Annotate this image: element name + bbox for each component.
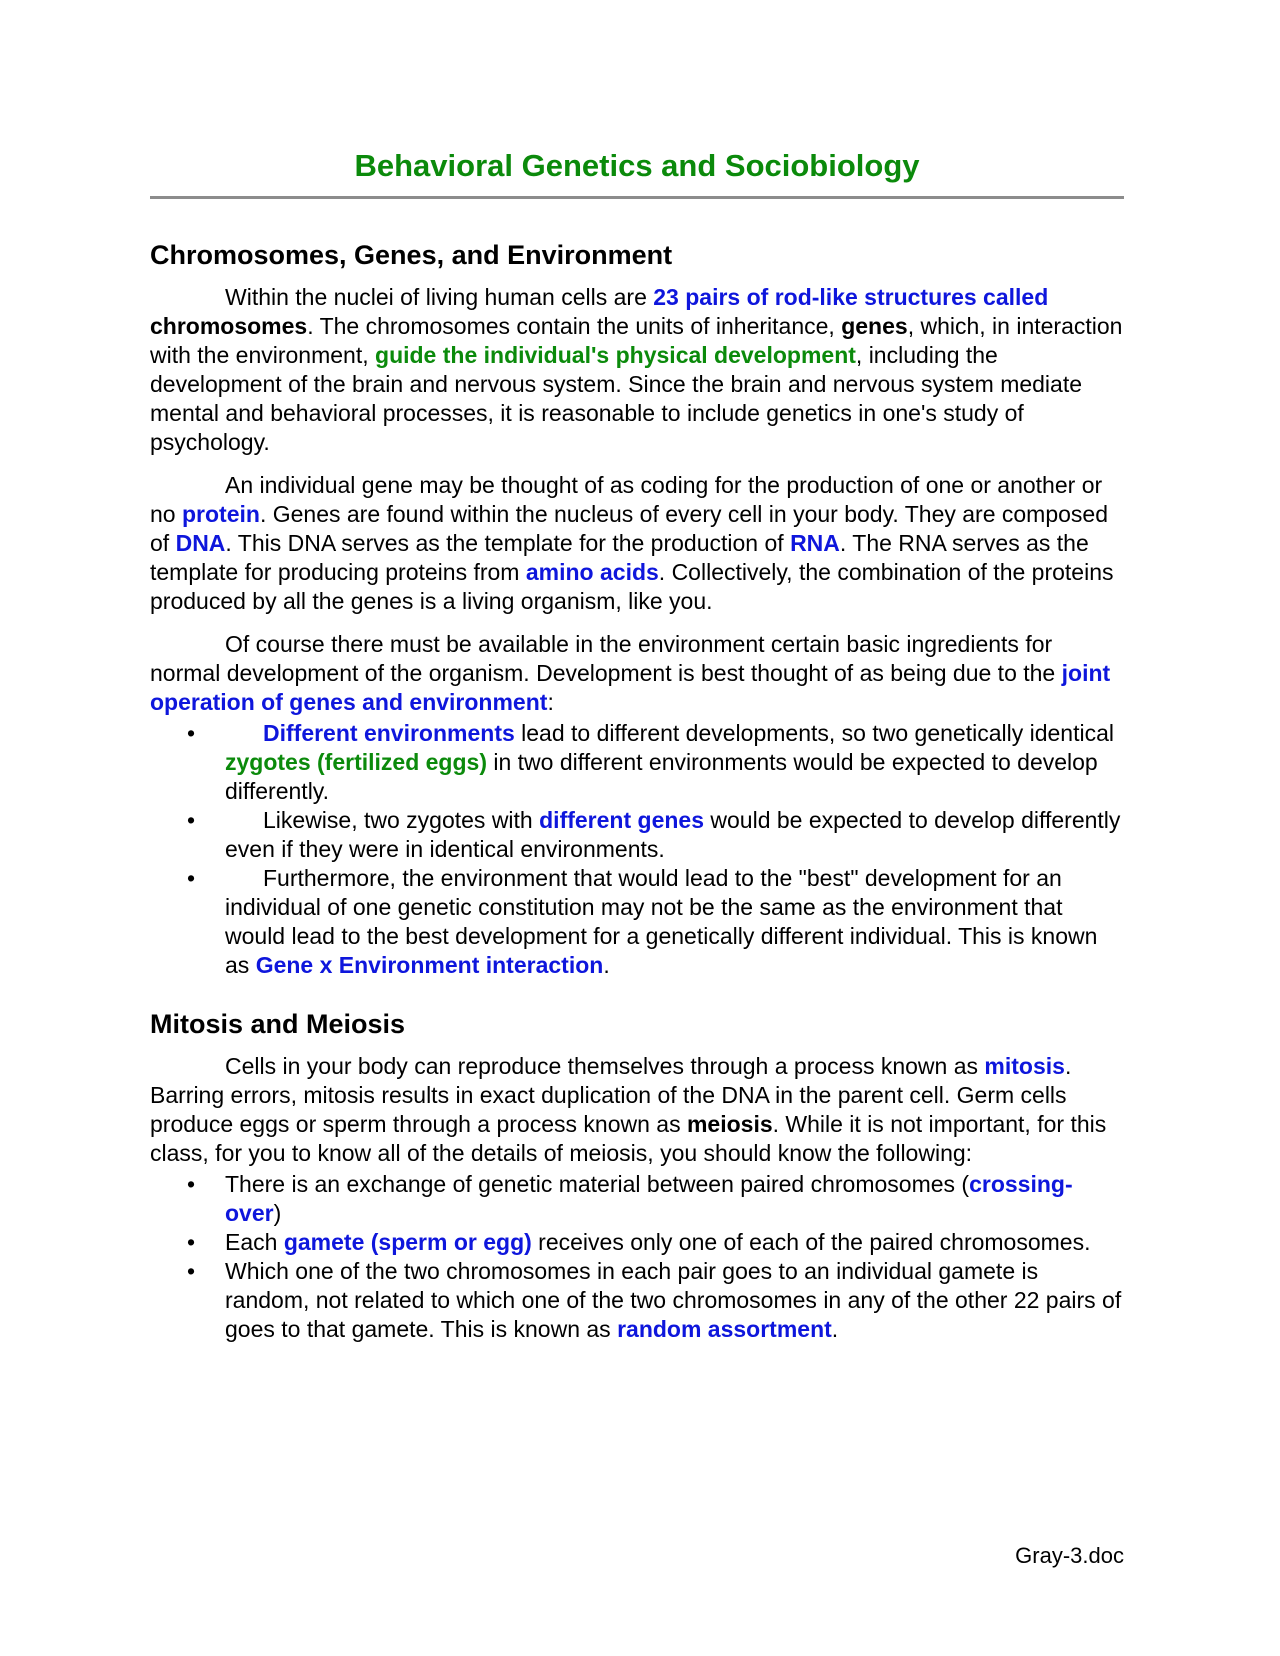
text: ) <box>273 1200 282 1226</box>
bullet-icon: • <box>187 1171 196 1197</box>
text: . <box>603 952 610 978</box>
term-meiosis: meiosis <box>686 1111 773 1137</box>
bullet-icon: • <box>187 1258 196 1284</box>
text: . This DNA serves as the template for the production of <box>225 530 791 556</box>
text: Within the nuclei of living human cells are <box>225 284 654 310</box>
text: . <box>831 1316 839 1342</box>
term-gamete: gamete (sperm or egg) <box>283 1229 532 1255</box>
bullet-icon: • <box>187 1229 196 1255</box>
bullet-icon: • <box>187 865 196 891</box>
text: An individual gene may be thought of as coding for the production of one or another or no <box>150 472 1103 527</box>
paragraph-environment <box>150 630 1124 717</box>
bullet-icon: • <box>187 807 196 833</box>
text: . While it is not important, for this class, for you to know all of the details of meiosis, you should know the following: <box>150 1111 1107 1166</box>
term-crossing-over: crossing-over <box>225 1171 1073 1226</box>
text: There is an exchange of genetic material between paired chromosomes ( <box>225 1171 970 1197</box>
list-item <box>150 864 1124 980</box>
list-item <box>150 1228 1124 1257</box>
paragraph-chromosomes <box>150 283 1124 457</box>
text: Each <box>225 1229 284 1255</box>
text: : <box>547 689 554 715</box>
text: Likewise, two zygotes with <box>263 807 540 833</box>
paragraph-mitosis <box>150 1052 1124 1168</box>
text: , including the development of the brain and nervous system. Since the brain and nervous system mediate mental and behavioral processes, it is reasonable to include genetics in one's study of psychology. <box>150 342 1083 455</box>
section-heading-chromosomes: Chromosomes, Genes, and Environment <box>150 240 673 270</box>
term-different-genes: different genes <box>539 807 704 833</box>
list-item <box>150 1257 1124 1344</box>
text: . Genes are found within the nucleus of every cell in your body. They are composed of <box>150 501 1109 556</box>
text: . The chromosomes contain the units of inheritance, <box>307 313 842 339</box>
term-chromosomes: chromosomes <box>150 313 308 339</box>
term-random-assortment: random assortment <box>617 1316 832 1342</box>
term-different-environments: Different environments <box>263 720 515 746</box>
bullet-icon: • <box>187 720 196 746</box>
page-title: Behavioral Genetics and Sociobiology <box>150 148 1124 199</box>
term-physical-development: guide the individual's physical development <box>375 342 856 368</box>
document-page <box>150 148 1124 1344</box>
text: would be expected to develop differently even if they were in identical environments. <box>225 807 1121 862</box>
term-mitosis: mitosis <box>984 1053 1065 1079</box>
term-gxe-interaction: Gene x Environment interaction <box>255 952 604 978</box>
text: Cells in your body can reproduce themselves through a process known as <box>225 1053 985 1079</box>
text: receives only one of each of the paired chromosomes. <box>531 1229 1091 1255</box>
paragraph-genes <box>150 471 1124 616</box>
bullet-list-environment <box>150 719 1124 980</box>
term-dna: DNA <box>175 530 226 556</box>
section-heading-mitosis: Mitosis and Meiosis <box>150 1009 406 1039</box>
term-protein: protein <box>181 501 260 527</box>
text: , which, in interaction with the environment, <box>150 313 1123 368</box>
text: Furthermore, the environment that would lead to the "best" development for an individual of one genetic constitution may not be the same as the environment that would lead to the best development for a genetically different individual. This is known as <box>225 865 1098 978</box>
list-item <box>150 719 1124 806</box>
text: Which one of the two chromosomes in each pair goes to an individual gamete is random, not related to which one of the two chromosomes in any of the other 22 pairs of goes to that gamete. This is known as <box>225 1258 1122 1342</box>
text: . Barring errors, mitosis results in exact duplication of the DNA in the parent cell. Germ cells produce eggs or sperm through a process known as <box>150 1053 1072 1137</box>
text: Of course there must be available in the environment certain basic ingredients for normal development of the organism. Development is best thought of as being due to the <box>150 631 1062 686</box>
list-item <box>150 806 1124 864</box>
footer-filename: Gray-3.doc <box>1015 1543 1124 1568</box>
text: in two different environments would be expected to develop differently. <box>225 749 1098 804</box>
text: lead to different developments, so two genetically identical <box>514 720 1114 746</box>
list-item <box>150 1170 1124 1228</box>
term-zygotes: zygotes (fertilized eggs) <box>225 749 487 775</box>
bullet-list-meiosis <box>150 1170 1124 1344</box>
term-genes: genes <box>841 313 908 339</box>
term-joint-operation: joint operation of genes and environment <box>150 660 1111 715</box>
term-23-pairs: 23 pairs of rod-like structures called <box>653 284 1049 310</box>
text: . The RNA serves as the template for producing proteins from <box>150 530 1089 585</box>
text: . Collectively, the combination of the proteins produced by all the genes is a living organism, like you. <box>150 559 1114 614</box>
term-rna: RNA <box>790 530 840 556</box>
term-amino-acids: amino acids <box>525 559 659 585</box>
